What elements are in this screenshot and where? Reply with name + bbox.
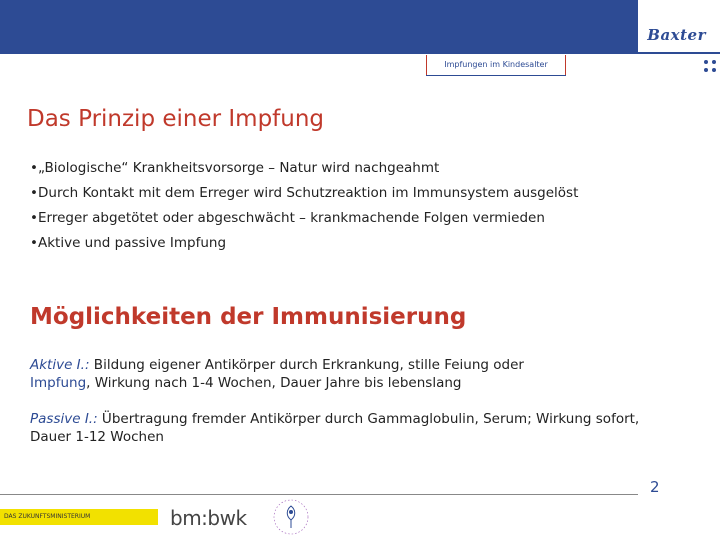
bullet-icon: •	[30, 185, 38, 201]
paragraph-passive-immunization: Passive I.: Übertragung fremder Antikörper durch Gammaglobulin, Serum; Wirkung sofort, Dauer 1-12 Wochen	[30, 411, 640, 445]
ministry-banner-text: DAS ZUKUNFTSMINISTERIUM	[4, 513, 91, 520]
bullet-icon: •	[30, 210, 38, 226]
term-passive: Passive I.:	[30, 411, 98, 427]
paragraph-active-immunization: Aktive I.: Bildung eigener Antikörper durch Erkrankung, stille Feiung oder Impfung, Wirkung nach 1-4 Wochen, Dauer Jahre bis lebenslang	[30, 357, 524, 391]
section-title-prinzip: Das Prinzip einer Impfung	[27, 106, 325, 132]
brand-logo-text: Baxter	[647, 26, 706, 44]
bullet-list	[30, 156, 578, 256]
list-item: •Durch Kontakt mit dem Erreger wird Schutzreaktion im Immunsystem ausgelöst	[30, 181, 578, 206]
list-item: •„Biologische“ Krankheitsvorsorge – Natur wird nachgeahmt	[30, 156, 578, 181]
term-impfung: Impfung	[30, 375, 87, 391]
section-title-immunisierung: Möglichkeiten der Immunisierung	[30, 304, 467, 330]
subtitle-underline	[426, 75, 566, 76]
seal-logo-icon	[270, 496, 312, 538]
bullet-icon: •	[30, 235, 38, 251]
ministry-banner	[0, 509, 158, 525]
slide-subtitle: Impfungen im Kindesalter	[426, 55, 566, 75]
term-active: Aktive I.:	[30, 357, 90, 373]
bullet-icon: •	[30, 160, 38, 176]
footer-divider	[0, 494, 638, 495]
page-number: 2	[650, 478, 660, 496]
ministry-logo: bm:bwk	[170, 506, 247, 530]
list-item: •Erreger abgetötet oder abgeschwächt – krankmachende Folgen vermieden	[30, 206, 578, 231]
header-band	[0, 0, 638, 54]
list-item: •Aktive und passive Impfung	[30, 231, 578, 256]
decorative-dots-icon	[700, 54, 720, 78]
brand-logo	[638, 0, 720, 54]
